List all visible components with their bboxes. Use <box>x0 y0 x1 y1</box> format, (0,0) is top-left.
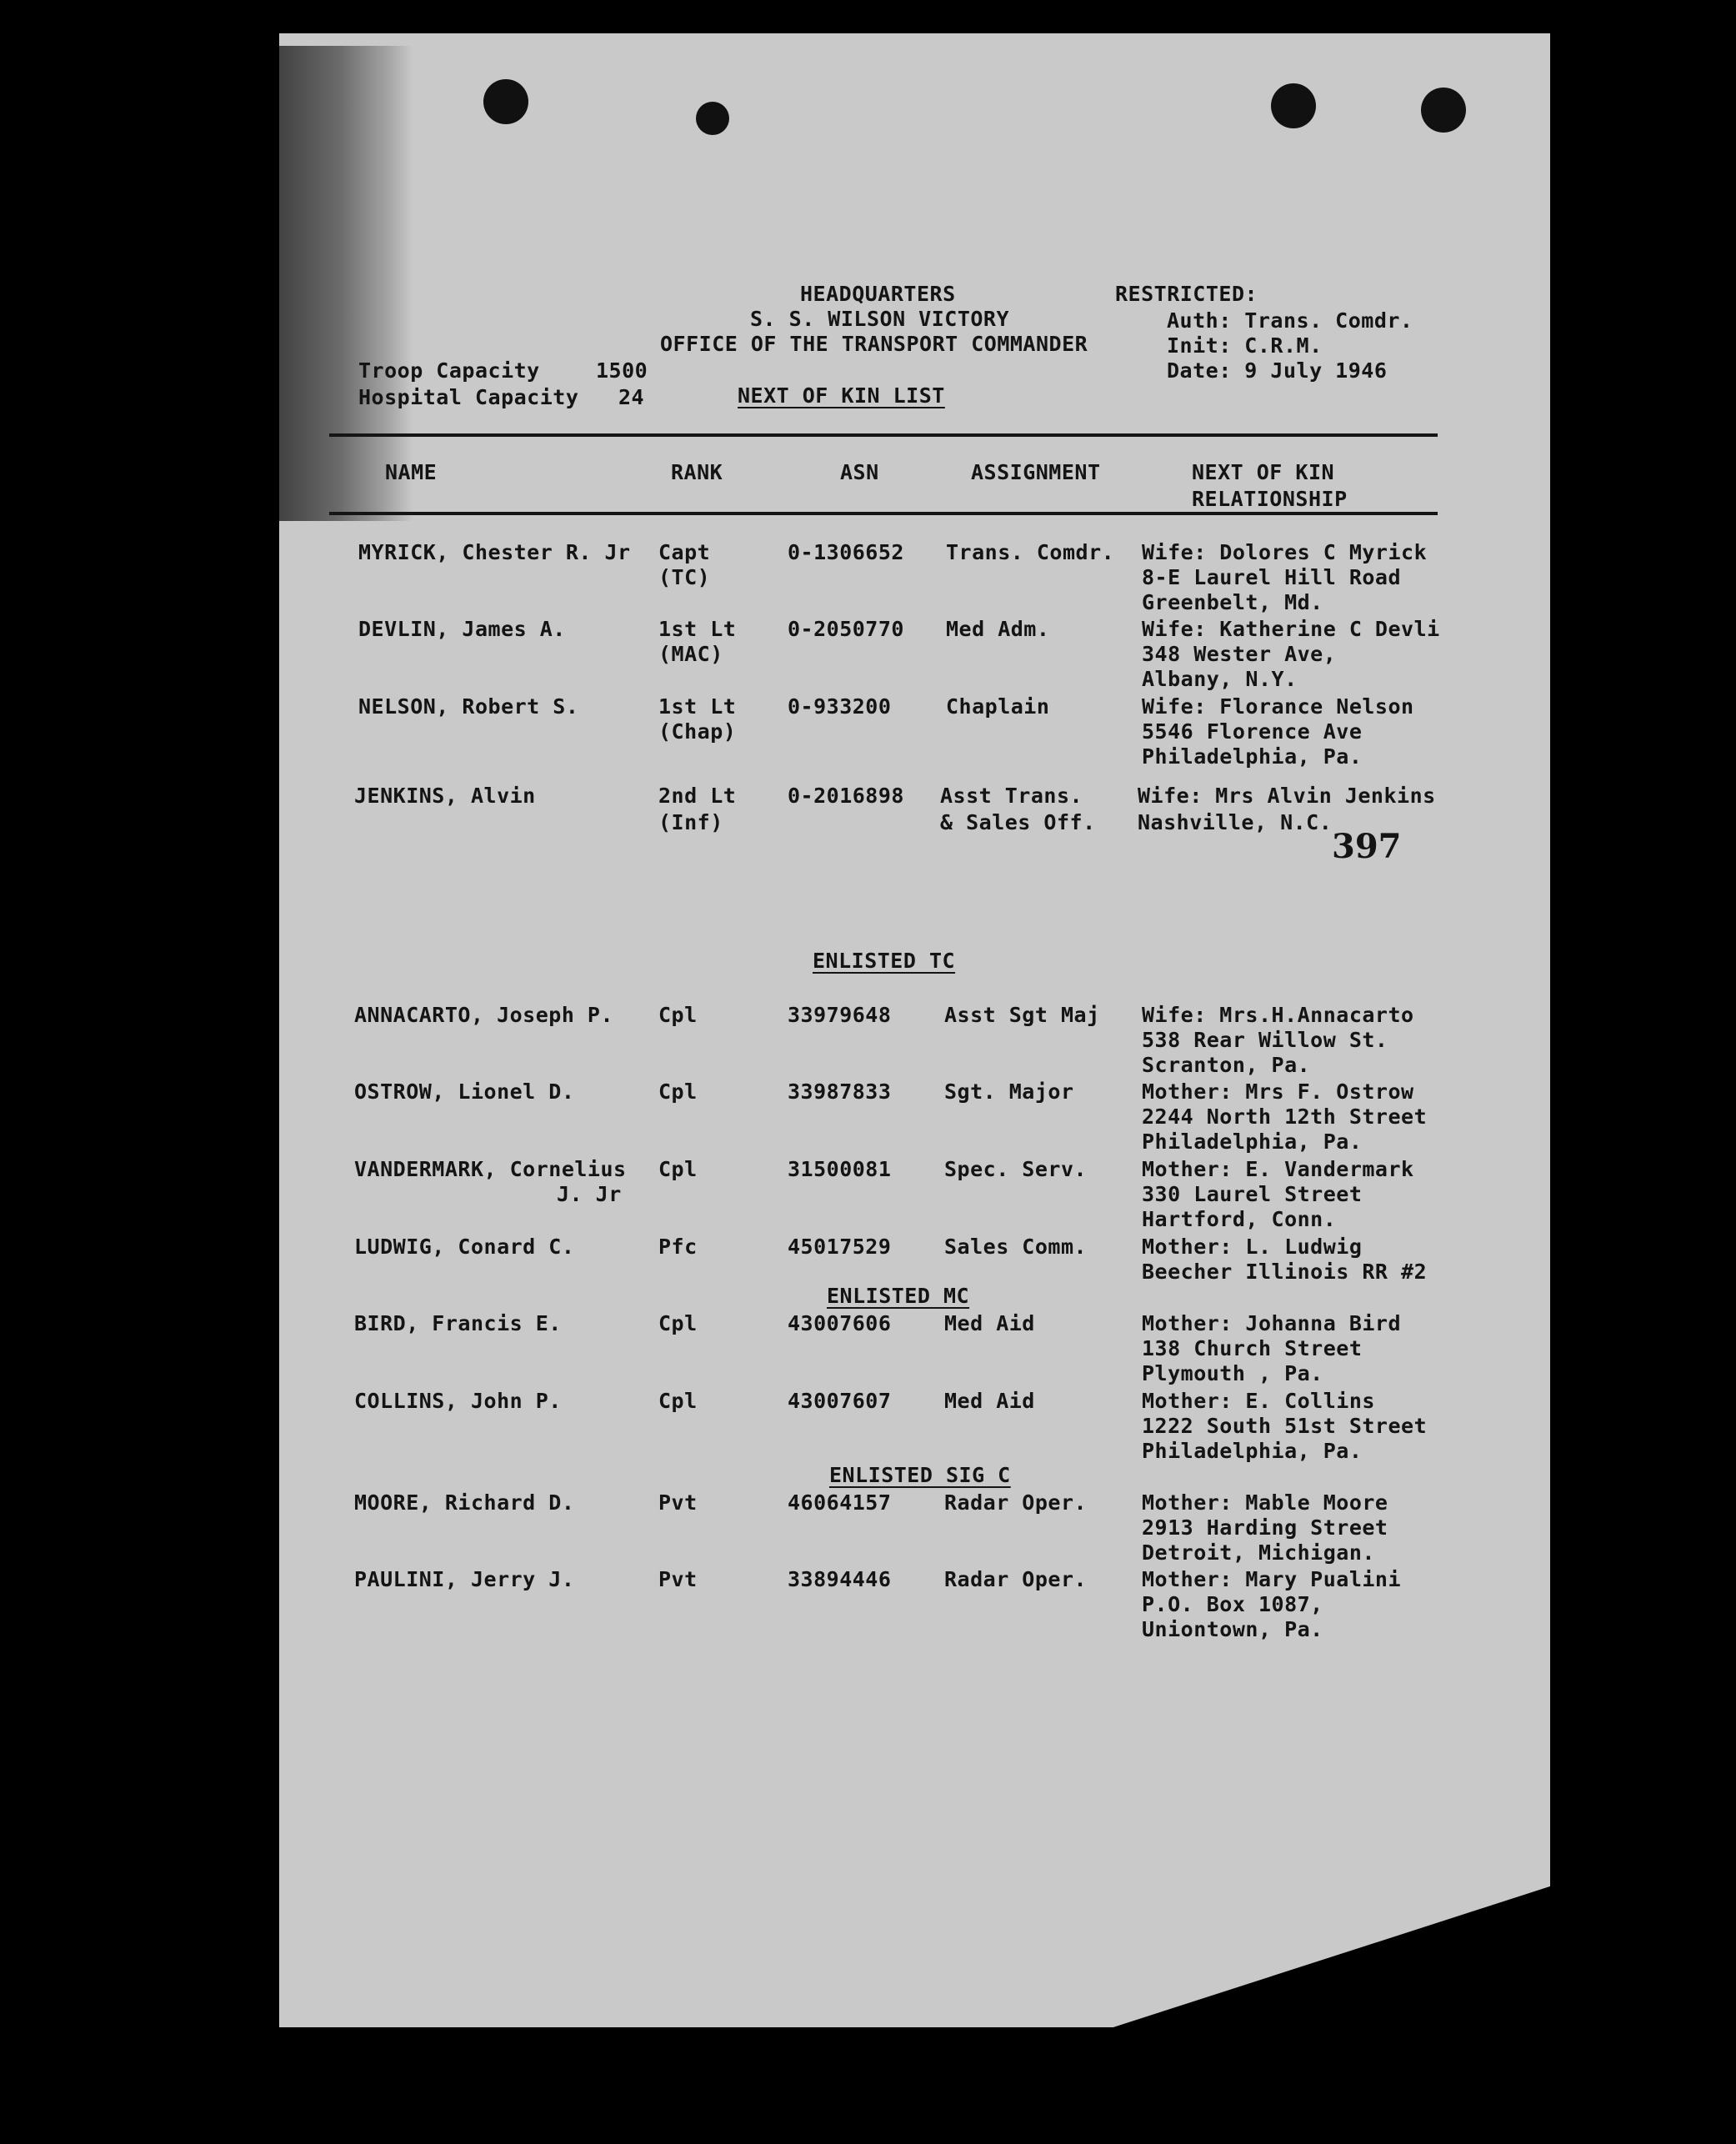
row-rank-branch: (TC) <box>658 565 711 589</box>
row-rank-branch: (Chap) <box>658 719 737 744</box>
row-kin: Mother: Mary Pualini <box>1142 1567 1402 1591</box>
row-rank: Cpl <box>658 1157 698 1181</box>
col-kin: NEXT OF KIN <box>1192 460 1335 484</box>
row-asn: 43007606 <box>788 1311 892 1335</box>
row-rank: Cpl <box>658 1311 698 1335</box>
row-rank: Capt <box>658 540 711 564</box>
header-office: OFFICE OF THE TRANSPORT COMMANDER <box>660 332 1088 356</box>
row-asn: 0-2016898 <box>788 784 904 808</box>
row-kin-address: 5546 Florence Ave <box>1142 719 1363 744</box>
col-relationship: RELATIONSHIP <box>1192 487 1348 511</box>
row-kin-address: 330 Laurel Street <box>1142 1182 1363 1206</box>
row-kin: Wife: Katherine C Devli <box>1142 617 1440 641</box>
header-org: HEADQUARTERS <box>800 282 956 306</box>
date-line: Date: 9 July 1946 <box>1167 358 1388 383</box>
row-kin-city: Detroit, Michigan. <box>1142 1540 1375 1565</box>
row-name: NELSON, Robert S. <box>358 694 579 719</box>
row-asn: 0-1306652 <box>788 540 904 564</box>
row-asn: 0-2050770 <box>788 617 904 641</box>
row-kin-address: Beecher Illinois RR #2 <box>1142 1260 1428 1284</box>
header-ship: S. S. WILSON VICTORY <box>750 307 1010 331</box>
row-asn: 31500081 <box>788 1157 892 1181</box>
header-rule <box>329 433 1438 437</box>
troop-capacity-label: Troop Capacity <box>358 358 540 383</box>
column-rule <box>329 512 1438 515</box>
row-name: PAULINI, Jerry J. <box>354 1567 575 1591</box>
row-assignment: Sales Comm. <box>944 1235 1088 1259</box>
row-asn: 43007607 <box>788 1389 892 1413</box>
row-rank-branch: (MAC) <box>658 642 723 666</box>
row-name: DEVLIN, James A. <box>358 617 566 641</box>
row-kin-city: Greenbelt, Md. <box>1142 590 1323 614</box>
row-rank: Pfc <box>658 1235 698 1259</box>
row-assignment: Med Aid <box>944 1389 1035 1413</box>
row-assignment-2: & Sales Off. <box>940 810 1096 834</box>
row-name: COLLINS, John P. <box>354 1389 562 1413</box>
row-kin-address: 2244 North 12th Street <box>1142 1105 1428 1129</box>
row-kin-address: 538 Rear Willow St. <box>1142 1028 1388 1052</box>
auth-line: Auth: Trans. Comdr. <box>1167 308 1413 333</box>
col-assignment: ASSIGNMENT <box>971 460 1101 484</box>
row-assignment: Med Aid <box>944 1311 1035 1335</box>
row-kin-address: 138 Church Street <box>1142 1336 1363 1360</box>
row-kin: Wife: Florance Nelson <box>1142 694 1414 719</box>
row-rank: Pvt <box>658 1567 698 1591</box>
row-kin: Wife: Dolores C Myrick <box>1142 540 1428 564</box>
punch-hole <box>696 102 729 135</box>
row-rank: Cpl <box>658 1389 698 1413</box>
row-kin: Mother: Mrs F. Ostrow <box>1142 1080 1414 1104</box>
row-rank: Cpl <box>658 1003 698 1027</box>
row-name: MOORE, Richard D. <box>354 1490 575 1515</box>
row-kin-city: Philadelphia, Pa. <box>1142 1439 1363 1463</box>
row-kin-city: Hartford, Conn. <box>1142 1207 1337 1231</box>
row-assignment: Trans. Comdr. <box>946 540 1115 564</box>
row-kin: Mother: Johanna Bird <box>1142 1311 1402 1335</box>
row-name: JENKINS, Alvin <box>354 784 536 808</box>
row-assignment: Spec. Serv. <box>944 1157 1088 1181</box>
col-asn: ASN <box>840 460 879 484</box>
row-kin-city: Albany, N.Y. <box>1142 667 1298 691</box>
row-assignment: Sgt. Major <box>944 1080 1074 1104</box>
row-asn: 33987833 <box>788 1080 892 1104</box>
hospital-capacity-label: Hospital Capacity <box>358 385 579 409</box>
row-kin-address: P.O. Box 1087, <box>1142 1592 1323 1616</box>
row-kin: Wife: Mrs.H.Annacarto <box>1142 1003 1414 1027</box>
row-rank: 1st Lt <box>658 617 737 641</box>
row-kin-address: 2913 Harding Street <box>1142 1515 1388 1540</box>
torn-corner <box>1067 1876 1583 2042</box>
troop-capacity-value: 1500 <box>596 358 648 383</box>
row-kin-address: Nashville, N.C. <box>1138 810 1333 834</box>
row-rank: 2nd Lt <box>658 784 737 808</box>
row-rank: 1st Lt <box>658 694 737 719</box>
col-name: NAME <box>385 460 438 484</box>
row-kin-city: Philadelphia, Pa. <box>1142 1130 1363 1154</box>
section-enlisted-tc: ENLISTED TC <box>813 949 956 973</box>
section-enlisted-sig-c: ENLISTED SIG C <box>829 1463 1011 1487</box>
row-asn: 33979648 <box>788 1003 892 1027</box>
row-assignment: Med Adm. <box>946 617 1050 641</box>
section-enlisted-mc: ENLISTED MC <box>827 1284 970 1308</box>
row-asn: 45017529 <box>788 1235 892 1259</box>
col-rank: RANK <box>671 460 723 484</box>
row-assignment: Asst Sgt Maj <box>944 1003 1100 1027</box>
row-name: VANDERMARK, Cornelius <box>354 1157 627 1181</box>
row-kin: Mother: Mable Moore <box>1142 1490 1388 1515</box>
row-rank-branch: (Inf) <box>658 810 723 834</box>
row-kin-city: Scranton, Pa. <box>1142 1053 1311 1077</box>
page-number: 397 <box>1332 827 1402 866</box>
row-kin: Mother: E. Vandermark <box>1142 1157 1414 1181</box>
row-kin-address: 1222 South 51st Street <box>1142 1414 1428 1438</box>
row-asn: 0-933200 <box>788 694 892 719</box>
row-kin-city: Plymouth , Pa. <box>1142 1361 1323 1385</box>
hospital-capacity-value: 24 <box>618 385 645 409</box>
restricted-label: RESTRICTED: <box>1115 282 1258 306</box>
row-rank: Pvt <box>658 1490 698 1515</box>
list-title: NEXT OF KIN LIST <box>738 383 945 408</box>
row-asn: 46064157 <box>788 1490 892 1515</box>
row-asn: 33894446 <box>788 1567 892 1591</box>
row-name-2: J. Jr <box>557 1182 622 1206</box>
row-kin: Mother: E. Collins <box>1142 1389 1375 1413</box>
row-name: MYRICK, Chester R. Jr <box>358 540 631 564</box>
row-name: BIRD, Francis E. <box>354 1311 562 1335</box>
row-kin-city: Uniontown, Pa. <box>1142 1617 1323 1641</box>
row-assignment: Asst Trans. <box>940 784 1083 808</box>
init-line: Init: C.R.M. <box>1167 333 1323 358</box>
row-kin: Mother: L. Ludwig <box>1142 1235 1363 1259</box>
row-name: OSTROW, Lionel D. <box>354 1080 575 1104</box>
row-rank: Cpl <box>658 1080 698 1104</box>
row-name: ANNACARTO, Joseph P. <box>354 1003 614 1027</box>
row-kin-city: Philadelphia, Pa. <box>1142 744 1363 769</box>
punch-hole <box>1421 88 1466 133</box>
edge-stain <box>279 46 413 521</box>
row-kin-address: 348 Wester Ave, <box>1142 642 1337 666</box>
row-assignment: Radar Oper. <box>944 1567 1088 1591</box>
row-name: LUDWIG, Conard C. <box>354 1235 575 1259</box>
punch-hole <box>483 79 528 124</box>
row-kin-address: 8-E Laurel Hill Road <box>1142 565 1402 589</box>
row-assignment: Chaplain <box>946 694 1050 719</box>
row-assignment: Radar Oper. <box>944 1490 1088 1515</box>
row-kin: Wife: Mrs Alvin Jenkins <box>1138 784 1436 808</box>
punch-hole <box>1271 83 1316 128</box>
